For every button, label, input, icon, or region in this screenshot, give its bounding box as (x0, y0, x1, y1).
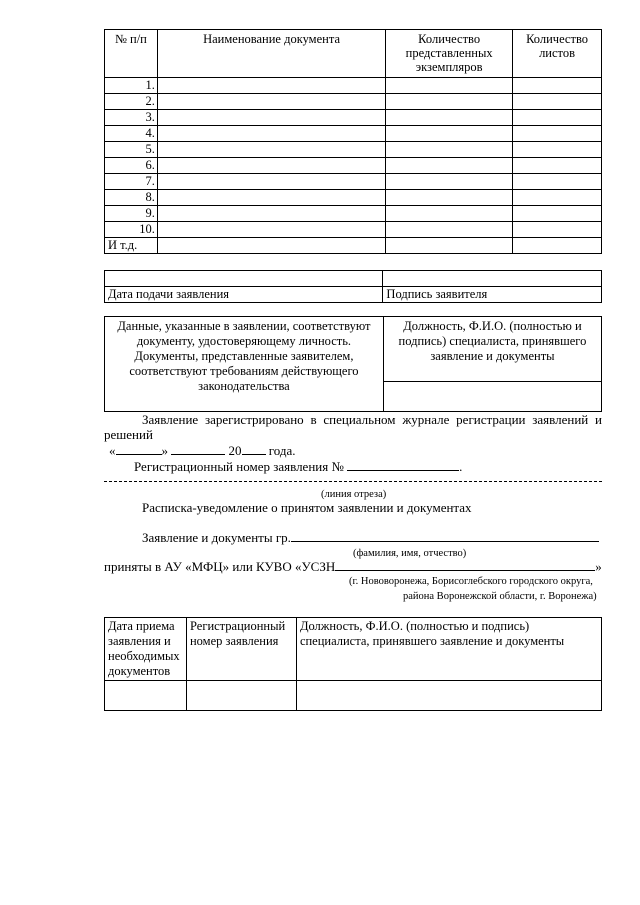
year-prefix: 20 (228, 443, 242, 458)
copies-cell[interactable] (386, 94, 513, 110)
date-open-quote: « (109, 443, 116, 458)
sheets-cell[interactable] (513, 206, 602, 222)
document-name-cell[interactable] (157, 78, 385, 94)
row-number: 9. (105, 206, 158, 222)
verification-statement: Данные, указанные в заявлении, соответствуют документу, удостоверяющему личность. Документы, представленные заявителем, соответствуют требованиям действующего законодательства (105, 317, 384, 412)
submission-date-label: Дата подачи заявления (105, 287, 383, 303)
sheets-cell[interactable] (513, 94, 602, 110)
row-number: 1. (105, 78, 158, 94)
header-sheets-count: Количество листов (513, 30, 602, 78)
table-row (105, 287, 602, 303)
table-row (105, 126, 602, 142)
row-number: 8. (105, 190, 158, 206)
copies-cell[interactable] (386, 158, 513, 174)
table-row (105, 271, 602, 287)
receipt-specialist-field[interactable] (296, 681, 601, 711)
signature-field[interactable] (383, 271, 602, 287)
row-number: 7. (105, 174, 158, 190)
documents-table (104, 29, 602, 254)
copies-cell[interactable] (386, 190, 513, 206)
copies-cell[interactable] (386, 174, 513, 190)
specialist-label: Должность, Ф.И.О. (полностью и подпись) специалиста, принявшего заявление и документы (383, 317, 601, 382)
table-row (105, 190, 602, 206)
table-row (105, 110, 602, 126)
header-document-name: Наименование документа (157, 30, 385, 78)
copies-cell[interactable] (386, 238, 513, 254)
registration-date (109, 443, 296, 458)
copies-cell[interactable] (386, 78, 513, 94)
row-number: 3. (105, 110, 158, 126)
fio-caption: (фамилия, имя, отчество) (353, 548, 467, 559)
table-row (105, 238, 602, 254)
registration-number-label: Регистрационный номер заявления № (134, 459, 344, 474)
receipt-title: Расписка-уведомление о принятом заявлении и документах (142, 500, 472, 515)
applicant-signature-label: Подпись заявителя (383, 287, 602, 303)
table-row (105, 174, 602, 190)
sheets-cell[interactable] (513, 158, 602, 174)
date-field[interactable] (105, 271, 383, 287)
table-row (105, 317, 602, 382)
receipt-regnumber-field[interactable] (186, 681, 296, 711)
table-row (105, 618, 602, 681)
table-row (105, 78, 602, 94)
sheets-cell[interactable] (513, 174, 602, 190)
cut-line (104, 481, 602, 482)
row-number: 5. (105, 142, 158, 158)
month-blank[interactable] (171, 443, 225, 455)
applicant-line (142, 530, 599, 545)
document-name-cell[interactable] (157, 190, 385, 206)
document-name-cell[interactable] (157, 206, 385, 222)
receipt-date-header: Дата приема заявления и необходимых документов (105, 618, 187, 681)
document-name-cell[interactable] (157, 174, 385, 190)
registration-number-blank[interactable] (347, 459, 459, 471)
sheets-cell[interactable] (513, 126, 602, 142)
receipt-date-field[interactable] (105, 681, 187, 711)
verification-table (104, 316, 602, 412)
document-name-cell[interactable] (157, 94, 385, 110)
table-row (105, 222, 602, 238)
organization-blank[interactable] (335, 559, 595, 571)
table-row (105, 681, 602, 711)
copies-cell[interactable] (386, 206, 513, 222)
document-name-cell[interactable] (157, 110, 385, 126)
accepted-line (104, 559, 602, 574)
place-caption-line1: (г. Нововоронежа, Борисоглебского городского округа, (349, 576, 593, 587)
registration-number-end: . (459, 459, 463, 474)
receipt-table (104, 617, 602, 711)
year-blank[interactable] (242, 443, 266, 455)
row-number: 6. (105, 158, 158, 174)
sheets-cell[interactable] (513, 222, 602, 238)
table-row (105, 158, 602, 174)
registration-statement-continued: решений (104, 427, 153, 442)
receipt-regnumber-header: Регистрационный номер заявления (186, 618, 296, 681)
header-copies-count: Количество представленных экземпляров (386, 30, 513, 78)
documents-table-header (105, 30, 602, 78)
document-name-cell[interactable] (157, 222, 385, 238)
applicant-label: Заявление и документы гр. (142, 530, 291, 545)
table-row (105, 206, 602, 222)
sheets-cell[interactable] (513, 78, 602, 94)
row-number: И т.д. (105, 238, 158, 254)
day-blank[interactable] (116, 443, 162, 455)
header-number: № п/п (105, 30, 158, 78)
sheets-cell[interactable] (513, 110, 602, 126)
sheets-cell[interactable] (513, 238, 602, 254)
sheets-cell[interactable] (513, 142, 602, 158)
place-caption-line2: района Воронежской области, г. Воронежа) (403, 591, 597, 602)
table-row (105, 94, 602, 110)
document-name-cell[interactable] (157, 142, 385, 158)
receipt-specialist-header: Должность, Ф.И.О. (полностью и подпись) специалиста, принявшего заявление и документы (296, 618, 601, 681)
accepted-label: приняты в АУ «МФЦ» или КУВО «УСЗН (104, 559, 336, 574)
row-number: 10. (105, 222, 158, 238)
accepted-end-quote: » (595, 559, 602, 574)
sheets-cell[interactable] (513, 190, 602, 206)
applicant-name-blank[interactable] (291, 530, 599, 542)
row-number: 2. (105, 94, 158, 110)
submission-signature-table (104, 270, 602, 303)
copies-cell[interactable] (386, 110, 513, 126)
copies-cell[interactable] (386, 126, 513, 142)
specialist-signature-field[interactable] (383, 382, 601, 412)
row-number: 4. (105, 126, 158, 142)
document-name-cell[interactable] (157, 126, 385, 142)
document-name-cell[interactable] (157, 238, 385, 254)
table-row (105, 142, 602, 158)
copies-cell[interactable] (386, 142, 513, 158)
date-close-quote: » (161, 443, 168, 458)
registration-statement: Заявление зарегистрировано в специальном журнале регистрации заявлений и (142, 412, 602, 427)
document-name-cell[interactable] (157, 158, 385, 174)
registration-number (134, 459, 462, 474)
copies-cell[interactable] (386, 222, 513, 238)
year-suffix: года. (268, 443, 296, 458)
cut-line-label: (линия отреза) (321, 489, 387, 500)
